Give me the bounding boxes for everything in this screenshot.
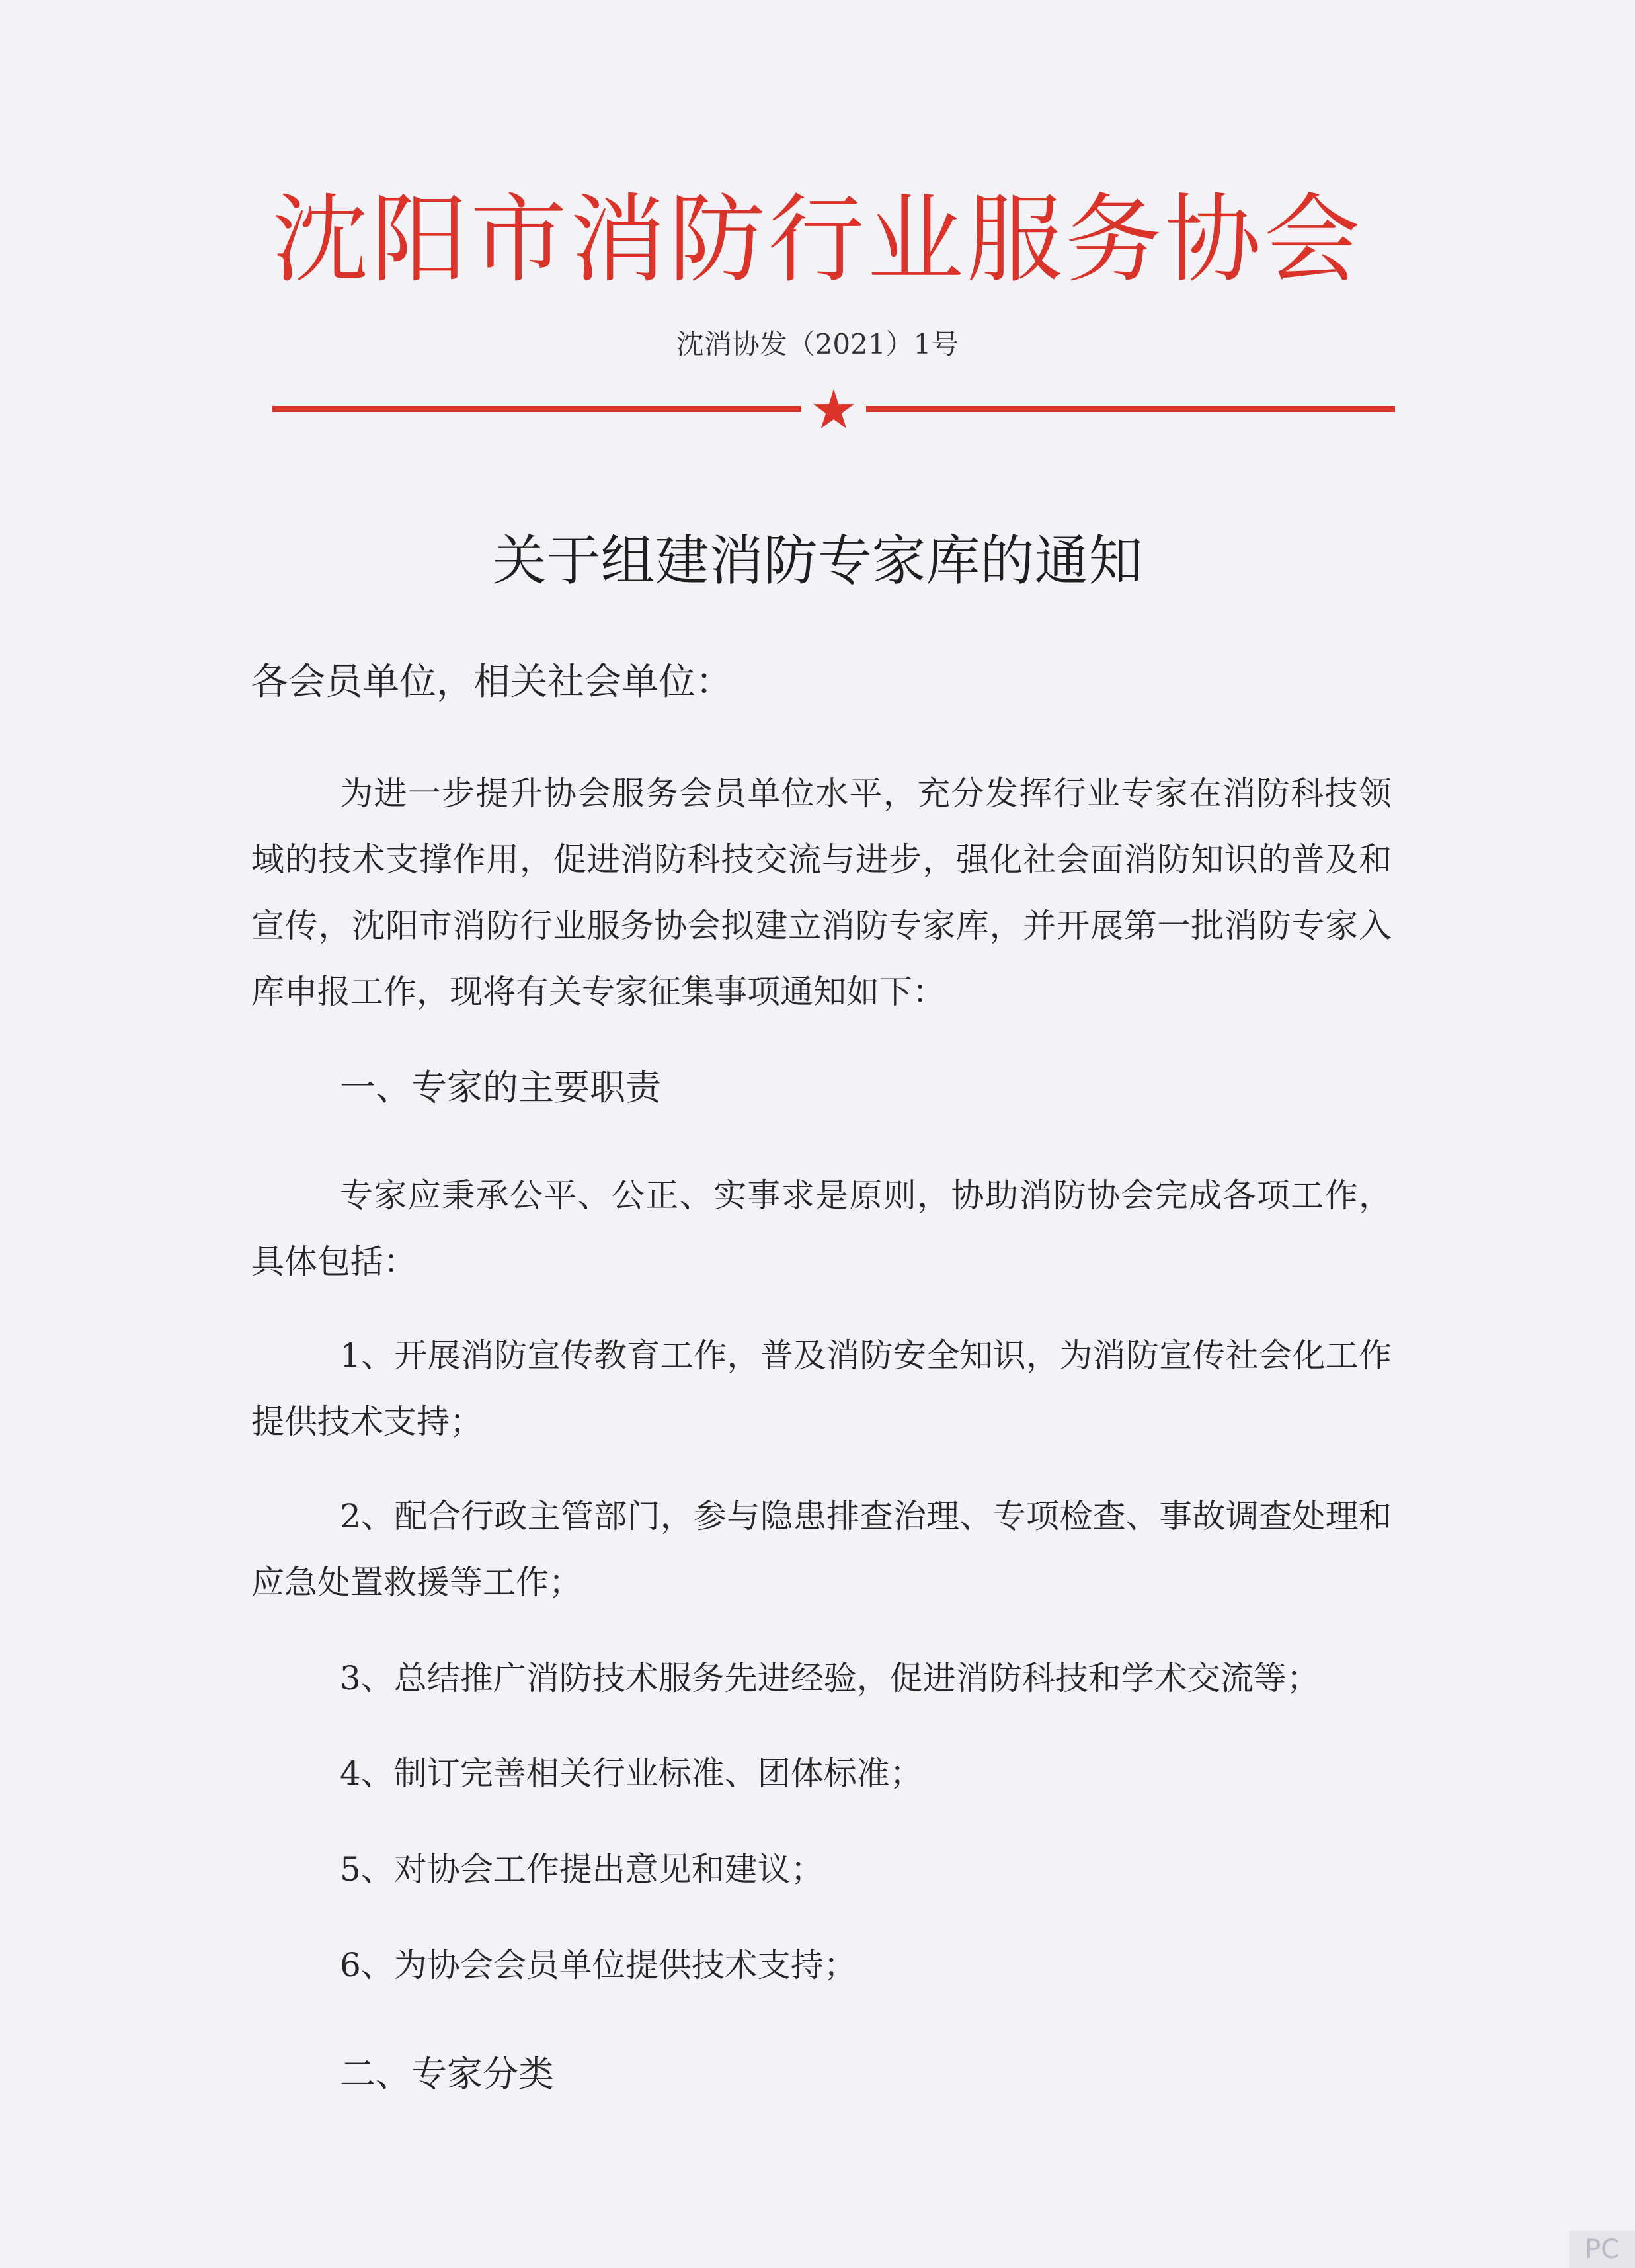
red-divider-left (272, 406, 801, 412)
duty-item: 3、总结推广消防技术服务先进经验，促进消防科技和学术交流等； (340, 1659, 1320, 1697)
salutation: 各会员单位，相关社会单位： (251, 661, 733, 704)
notice-title: 关于组建消防专家库的通知 (492, 530, 1143, 592)
red-divider-right (866, 406, 1395, 412)
duty-item: 5、对协会工作提出意见和建议； (340, 1850, 824, 1888)
section-heading-categories: 二、专家分类 (340, 2053, 554, 2095)
duty-item: 2、配合行政主管部门，参与隐患排查治理、专项检查、事故调查处理和应急处置救援等工作； (251, 1497, 1392, 1601)
watermark-badge: PC (1569, 2231, 1635, 2268)
section-heading-duties: 一、专家的主要职责 (340, 1067, 661, 1108)
intro-paragraph: 为进一步提升协会服务会员单位水平，充分发挥行业专家在消防科技领域的技术支撑作用，促进消防科技交流与进步，强化社会面消防知识的普及和宣传，沈阳市消防行业服务协会拟建立消防专家库，并开展第一批消防专家入库申报工作，现将有关专家征集事项通知如下： (251, 774, 1392, 1011)
duty-item: 4、制订完善相关行业标准、团体标准； (340, 1754, 923, 1793)
organization-title: 沈阳市消防行业服务协会 (272, 184, 1363, 296)
star-icon (812, 387, 856, 431)
duties-intro-paragraph: 专家应秉承公平、公正、实事求是原则，协助消防协会完成各项工作，具体包括： (251, 1176, 1392, 1281)
duty-item: 1、开展消防宣传教育工作，普及消防安全知识，为消防宣传社会化工作提供技术支持； (251, 1336, 1392, 1441)
duty-item: 6、为协会会员单位提供技术支持； (340, 1946, 857, 1984)
document-number: 沈消协发（2021）1号 (676, 328, 959, 360)
